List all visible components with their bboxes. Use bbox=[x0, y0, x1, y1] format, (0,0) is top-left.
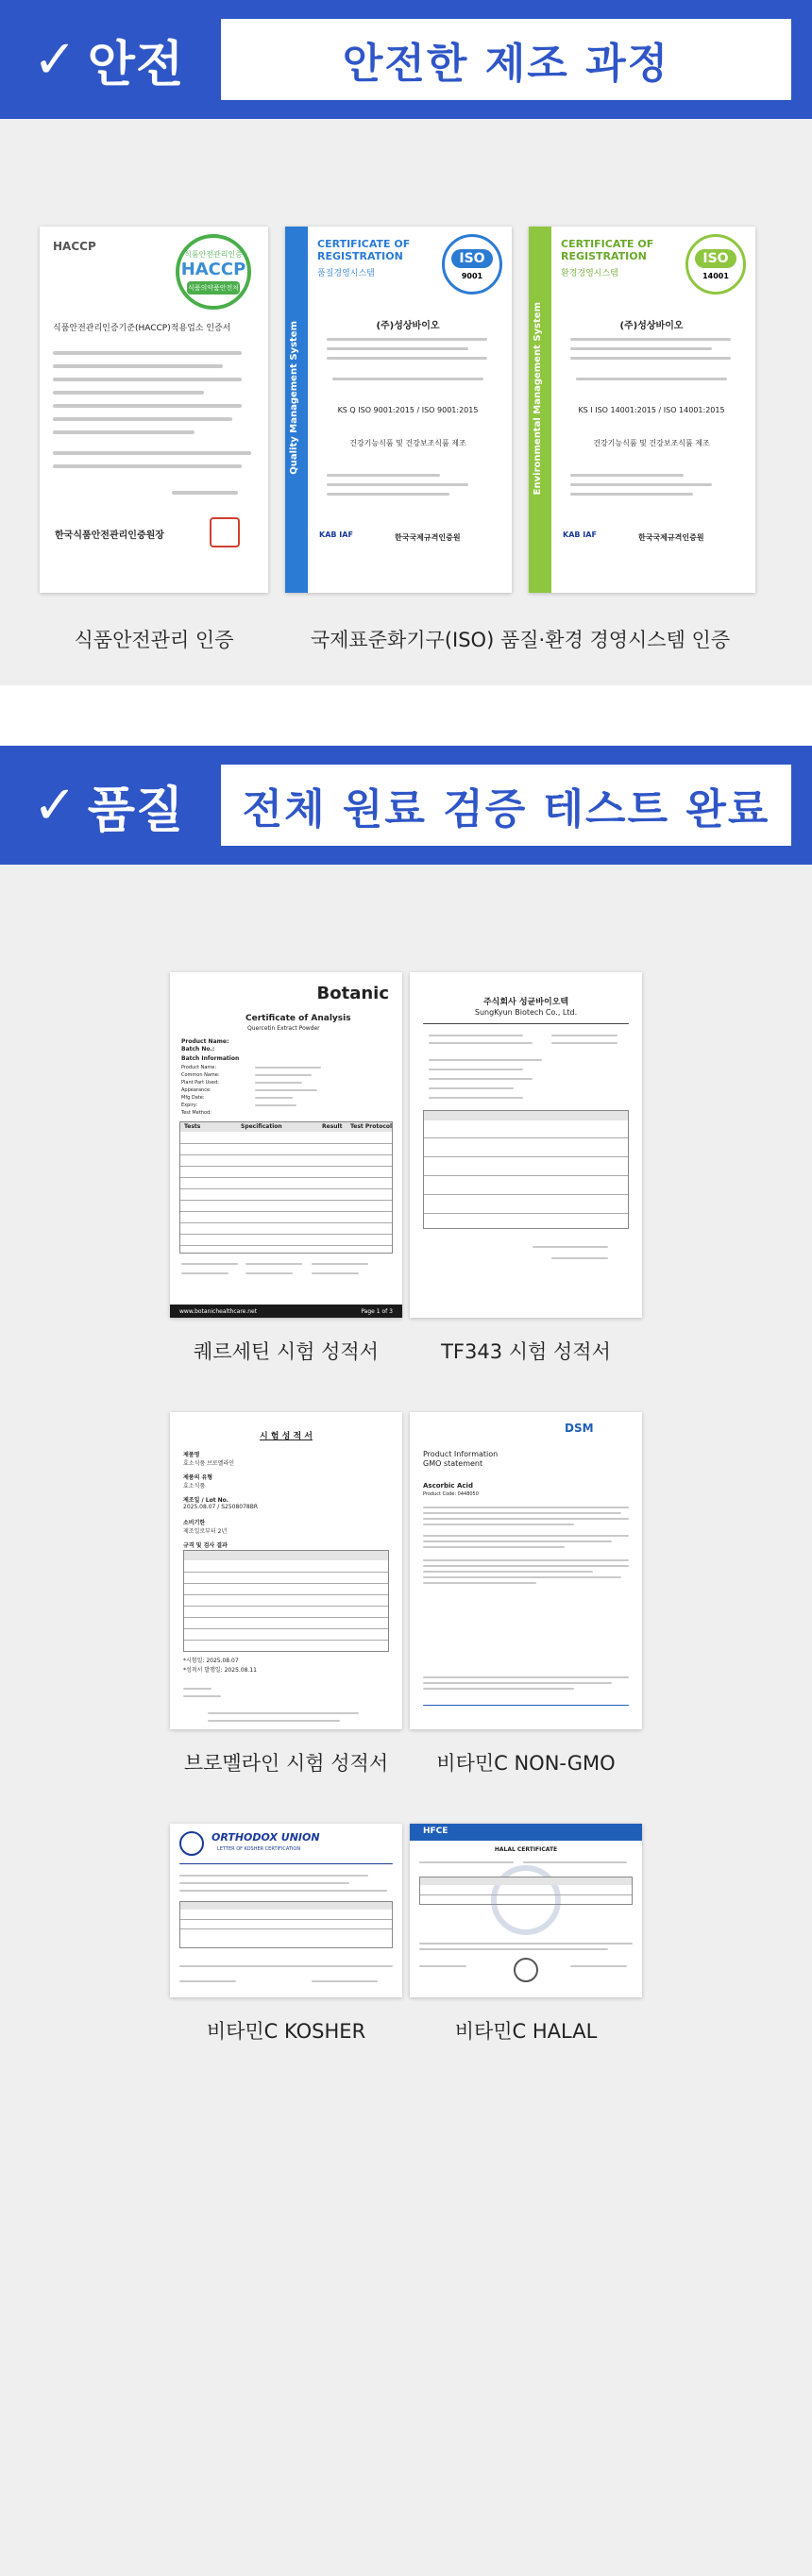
test-reports-area bbox=[0, 865, 812, 2576]
tf343-caption: TF343 시험 성적서 bbox=[441, 1340, 611, 1363]
iso-standard: KS I ISO 14001:2015 / ISO 14001:2015 bbox=[578, 406, 725, 414]
haccp-doc-title: 식품안전관리인증기준(HACCP)적용업소 인증서 bbox=[53, 324, 231, 333]
kosher-table bbox=[179, 1901, 393, 1948]
iso14001-certificate bbox=[529, 227, 755, 593]
iso9001-certificate bbox=[285, 227, 512, 593]
coa-subtitle: Quercetin Extract Powder bbox=[247, 1025, 320, 1032]
iso-scope: 건강기능식품 및 건강보조식품 제조 bbox=[593, 439, 710, 447]
iso-cert-title: CERTIFICATE OF REGISTRATION bbox=[561, 238, 654, 262]
check-icon: ✓ bbox=[32, 28, 78, 91]
iso-org: 한국국제규격인증원 bbox=[638, 533, 704, 542]
quercetin-coa: Botanic Certificate of Analysis Quercetin Extract Powder Product Name: Batch No.: Batch Information Product Name: Common Name: Plant Part Used: Appearance: Mfg Date: Expiry: Test Method: Tests Specification Result Test Protocol www.botanichealthcare.net Page 1 of 3 bbox=[170, 972, 402, 1318]
iso-badge: ISO 14001 bbox=[685, 234, 746, 295]
coa-title: Certificate of Analysis bbox=[245, 1014, 351, 1023]
iso-standard: KS Q ISO 9001:2015 / ISO 9001:2015 bbox=[337, 406, 479, 414]
iso-company: (주)성상바이오 bbox=[619, 321, 684, 331]
kosher-caption: 비타민C KOSHER bbox=[206, 2020, 366, 2043]
bromelain-report: 시 험 성 적 서 제품명 효소식품 브로멜라인 제품의 유형 효소식품 제조일 / Lot No. 2025.08.07 / S2508078BR 소비기한 제조일로부터 2년 규격 및 검사 결과 *시험일: 2025.08.07 *성적서 발행일: 2025.08.11 bbox=[170, 1412, 402, 1729]
kosher-certificate bbox=[170, 1824, 402, 1997]
halal-subtitle: HALAL CERTIFICATE bbox=[494, 1846, 558, 1853]
haccp-issuer: 한국식품안전관리인증원장 bbox=[55, 530, 164, 541]
check-icon: ✓ bbox=[32, 774, 78, 836]
haccp-certificate bbox=[40, 227, 268, 593]
iso-scope: 건강기능식품 및 건강보조식품 제조 bbox=[349, 439, 466, 447]
section-heading-box bbox=[221, 19, 791, 100]
iso-cert-subtitle: 품질경영시스템 bbox=[317, 269, 375, 278]
tf343-report bbox=[410, 972, 642, 1318]
tf343-company-en: SungKyun Biotech Co., Ltd. bbox=[474, 1008, 578, 1017]
section-banner-quality bbox=[0, 746, 812, 865]
haccp-header: HACCP bbox=[53, 240, 96, 253]
quercetin-caption: 퀘르세틴 시험 성적서 bbox=[194, 1340, 379, 1363]
section-tag bbox=[0, 0, 217, 119]
section-heading: 전체 원료 검증 테스트 완료 bbox=[242, 785, 770, 833]
accreditation-logos: KAB IAF bbox=[563, 530, 597, 539]
bromelain-caption: 브로멜라인 시험 성적서 bbox=[183, 1752, 389, 1775]
tf343-table bbox=[423, 1110, 629, 1229]
section-heading-box bbox=[221, 765, 791, 846]
gmo-product: Ascorbic Acid bbox=[423, 1482, 473, 1490]
section-tag bbox=[0, 746, 217, 865]
iso-side-strip: Environmental Management System bbox=[529, 227, 551, 593]
section-tag-label: 품질 bbox=[87, 782, 185, 839]
iso-org: 한국국제규격인증원 bbox=[395, 533, 461, 542]
section-banner-safety bbox=[0, 0, 812, 119]
halal-caption: 비타민C HALAL bbox=[454, 2020, 598, 2043]
kosher-org: ORTHODOX UNION bbox=[211, 1831, 320, 1844]
iso-cert-title: CERTIFICATE OF REGISTRATION bbox=[317, 238, 411, 262]
gmo-heading-2: GMO statement bbox=[423, 1459, 483, 1468]
iso-cert-subtitle: 환경경영시스템 bbox=[561, 269, 618, 278]
haccp-logo: 식품안전관리인증 HACCP 식품의약품안전처 bbox=[176, 234, 251, 310]
tf343-company-kr: 주식회사 성균바이오텍 bbox=[482, 998, 569, 1007]
seal-stamp bbox=[210, 517, 240, 547]
dsm-gmo-statement bbox=[410, 1412, 642, 1729]
halal-seal bbox=[514, 1958, 538, 1982]
section-tag-label: 안전 bbox=[87, 36, 185, 93]
bromelain-title: 시 험 성 적 서 bbox=[259, 1432, 313, 1441]
halal-org: HFCE bbox=[423, 1827, 448, 1836]
coa-footer: www.botanichealthcare.net Page 1 of 3 bbox=[170, 1305, 402, 1318]
iso-badge: ISO 9001 bbox=[442, 234, 502, 295]
gmo-product-code: Product Code: 0448050 bbox=[423, 1491, 479, 1497]
gmo-heading: Product Information bbox=[423, 1450, 499, 1458]
section-heading: 안전한 제조 과정 bbox=[342, 40, 670, 88]
halal-table bbox=[419, 1877, 633, 1905]
iso-caption: 국제표준화기구(ISO) 품질·환경 경영시스템 인증 bbox=[310, 629, 731, 651]
accreditation-logos: KAB IAF bbox=[319, 530, 353, 539]
ou-logo bbox=[179, 1831, 204, 1856]
botanic-logo: Botanic bbox=[316, 984, 389, 1003]
iso-company: (주)성상바이오 bbox=[376, 321, 440, 331]
halal-certificate bbox=[410, 1824, 642, 1997]
iso-side-strip: Quality Management System bbox=[285, 227, 308, 593]
dsm-logo: DSM bbox=[565, 1422, 594, 1435]
kosher-subtitle: LETTER OF KOSHER CERTIFICATION bbox=[217, 1846, 301, 1852]
coa-table: Tests Specification Result Test Protocol bbox=[179, 1121, 393, 1254]
haccp-caption: 식품안전관리 인증 bbox=[74, 629, 234, 651]
vitc-gmo-caption: 비타민C NON-GMO bbox=[436, 1752, 616, 1775]
bromelain-table bbox=[183, 1550, 389, 1652]
